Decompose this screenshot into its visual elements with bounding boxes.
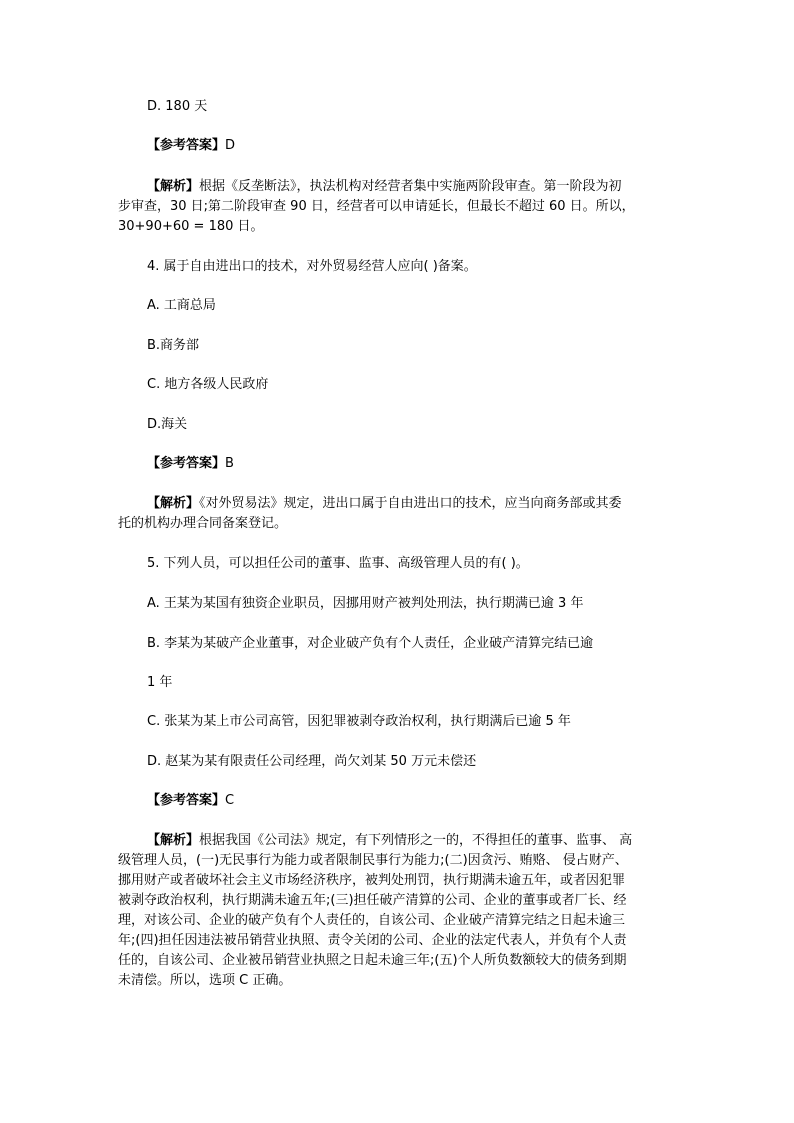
q3-analysis [118,177,667,237]
analysis-line: 级管理人员，(一)无民事行为能力或者限制民事行为能力;(二)因贪污、贿赂、 侵占财产、 [118,853,628,868]
q5-question: 5. 下列人员，可以担任公司的董事、监事、高级管理人员的有( )。 [147,556,529,571]
q5-analysis [118,831,667,991]
q5-answer [147,791,234,811]
answer-label: 【参考答案】 [147,456,226,471]
analysis-line: 被剥夺政治权利，执行期满未逾五年;(三)担任破产清算的公司、企业的董事或者厂长、经 [118,893,627,908]
q5-option-a: A. 王某为某国有独资企业职员，因挪用财产被判处刑法，执行期满已逾 3 年 [147,596,584,611]
analysis-line: 未清偿。所以，选项 C 正确。 [118,973,292,988]
analysis-label: 【解析】 [147,496,200,511]
q3-answer [147,136,235,156]
analysis-line: 步审查，30 日;第二阶段审查 90 日，经营者可以申请延长，但最长不超过 60 日。所以， [118,199,635,214]
answer-value: B [225,456,234,471]
q5-option-b-continued: 1 年 [147,675,173,690]
analysis-label: 【解析】 [147,179,200,194]
analysis-line: 《对外贸易法》规定，进出口属于自由进出口的技术，应当向商务部或其委 [199,496,622,511]
q4-analysis [118,494,667,534]
q4-question: 4. 属于自由进出口的技术，对外贸易经营人应向( )备案。 [147,259,477,274]
answer-value: D [225,138,236,153]
answer-label: 【参考答案】 [147,793,226,808]
analysis-line: 根据我国《公司法》规定，有下列情形之一的，不得担任的董事、监事、 高 [199,833,633,848]
q5-option-b: B. 李某为某破产企业董事，对企业破产负有个人责任，企业破产清算完结已逾 [147,636,594,651]
q3-option-d: D. 180 天 [147,99,208,114]
q4-option-c: C. 地方各级人民政府 [147,377,269,392]
q4-option-b: B.商务部 [147,338,200,353]
q4-option-a: A. 工商总局 [147,298,216,313]
analysis-line: 年;(四)担任因违法被吊销营业执照、责令关闭的公司、企业的法定代表人，并负有个人责 [118,933,627,948]
q4-option-d: D.海关 [147,417,188,432]
analysis-line: 30+90+60 = 180 日。 [118,219,264,234]
analysis-line: 托的机构办理合同备案登记。 [118,516,288,531]
analysis-line: 挪用财产或者破坏社会主义市场经济秩序，被判处刑罚，执行期满未逾五年，或者因犯罪 [118,873,626,888]
analysis-line: 理，对该公司、企业的破产负有个人责任的，自该公司、企业破产清算完结之日起未逾三 [118,913,626,928]
answer-label: 【参考答案】 [147,138,226,153]
q5-option-c: C. 张某为某上市公司高管，因犯罪被剥夺政治权利，执行期满后已逾 5 年 [147,714,571,729]
answer-value: C [225,793,235,808]
q5-option-d: D. 赵某为某有限责任公司经理，尚欠刘某 50 万元未偿还 [147,754,477,769]
analysis-line: 根据《反垄断法》，执法机构对经营者集中实施两阶段审查。第一阶段为初 [199,179,622,194]
analysis-line: 任的，自该公司、企业被吊销营业执照之日起未逾三年;(五)个人所负数额较大的债务到期 [118,953,627,968]
q4-answer [147,454,234,474]
analysis-label: 【解析】 [147,833,200,848]
